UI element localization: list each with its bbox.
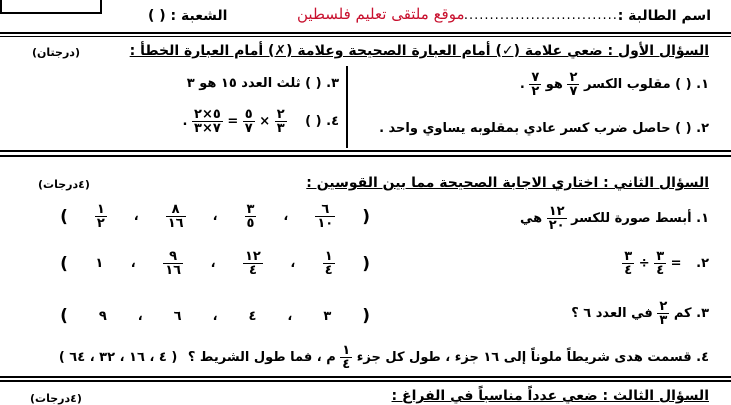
choice[interactable]: ١ (95, 256, 104, 271)
q1-item-1: ١. ( ) مقلوب الكسر $\frac{٢}{٧}$ هو $\frac{٧}{٢}$ . (519, 70, 709, 99)
q3-title: السؤال الثالث : ضعي عدداً مناسباً في الفراغ : (391, 388, 709, 404)
q2-rule (0, 376, 731, 378)
q2-rule-2 (0, 380, 731, 382)
item-text-after: في العدد ٦ ؟ (571, 306, 653, 321)
choice[interactable]: $\frac{٦}{١٠}$ (317, 202, 334, 231)
q2-item-2-choices: ( $\frac{١}{٤}$ ، $\frac{١٢}{٤}$ ، $\frac{٩}{١٦}$ ، ١ ) (60, 249, 370, 278)
q2-title: السؤال الثاني : اختاري الاجابة الصحيحة مما بين القوسين : (306, 175, 709, 191)
choice[interactable]: ٤ (248, 308, 257, 324)
q2-item-4 (59, 344, 709, 371)
student-label: اسم الطالبة : (617, 8, 711, 24)
answer-paren[interactable]: ( ) (305, 114, 322, 129)
item-text-after: هي (519, 211, 543, 226)
q2-item-3-stem (571, 300, 709, 327)
item-number: ٤. (326, 114, 339, 129)
q1-title: السؤال الأول : ضعي علامة (✓) أمام العبارة الصحيحة وعلامة (✗) أمام العبارة الخطأ : (129, 43, 709, 59)
q3-marks: (٤درجات) (30, 392, 82, 405)
q1-item-4: ٤. ( ) $\frac{٥\times ٢}{٧\times ٣}$ = $\frac{٥}{٧}$ × $\frac{٢}{٣}$ . (182, 107, 339, 136)
header-rule (0, 32, 731, 34)
header-rule-2 (0, 36, 731, 37)
student-dots: ............................... (463, 8, 623, 23)
item-number: ١. (696, 211, 709, 226)
item-text: مقلوب الكسر (583, 77, 671, 92)
answer-paren[interactable]: ( ) (305, 76, 322, 91)
item-text-mid: هو (545, 77, 563, 92)
choice[interactable]: $\frac{١٢}{٤}$ (245, 249, 261, 278)
item-text: ثلث العدد ١٥ هو ٣ (186, 76, 301, 91)
fraction: $\frac{٧}{٢}$ (531, 70, 540, 99)
q1-rule-2 (0, 155, 731, 157)
choice[interactable]: ٦ (173, 308, 182, 324)
answer-paren[interactable]: ( ) (675, 121, 692, 136)
item-number: ٤. (696, 350, 709, 365)
fraction: $\frac{٥}{٧}$ (244, 107, 253, 136)
item-number: ٢. (696, 256, 709, 271)
q1-rule (0, 150, 731, 152)
item-text: كم (673, 306, 692, 321)
q2-marks: (٤درجات) (38, 178, 90, 191)
choice[interactable]: $\frac{٩}{١٦}$ (165, 249, 182, 278)
choice[interactable]: $\frac{٣}{٥}$ (246, 202, 255, 231)
fraction: $\frac{٥\times ٢}{٧\times ٣}$ (194, 107, 221, 136)
q2-item-2-stem: ٢. $\frac{٣}{٤}$ ÷ $\frac{٣}{٤}$ = (624, 249, 709, 278)
q1-marks: (درجتان) (32, 46, 80, 59)
section-label: الشعبة : ( ) (148, 8, 228, 24)
answer-paren[interactable]: ( ) (675, 77, 692, 92)
choice[interactable]: $\frac{١}{٢}$ (96, 202, 105, 231)
fraction: $\frac{١٢}{٢٠}$ (548, 204, 565, 233)
q1-item-3 (187, 76, 339, 91)
q1-vertical-divider (346, 66, 348, 148)
item-text: أبسط صورة للكسر (571, 211, 692, 226)
q2-item-1-choices: ( $\frac{٦}{١٠}$ ، $\frac{٣}{٥}$ ، $\frac{٨}{١٦}$ ، $\frac{١}{٢}$ ) (60, 202, 370, 231)
site-name: موقع ملتقى تعليم فلسطين (297, 5, 465, 23)
q2-item-1-stem (520, 205, 709, 232)
fraction: $\frac{٣}{٤}$ (624, 249, 633, 278)
item-number: ٣. (326, 76, 339, 91)
item-text: حاصل ضرب كسر عادي بمقلوبه يساوي واحد . (379, 121, 671, 136)
q1-item-2 (379, 121, 709, 136)
choice[interactable]: ٩ (98, 308, 107, 324)
q2-item-3-choices: ( ٣ ، ٤ ، ٦ ، ٩ ) (60, 306, 370, 326)
fraction: $\frac{٢}{٣}$ (276, 107, 285, 136)
item-number: ٣. (696, 306, 709, 321)
item-text: قسمت هدى شريطاً ملوناً إلى ١٦ جزء ، طول كل جزء (356, 350, 692, 365)
fraction: $\frac{٢}{٣}$ (659, 299, 668, 328)
fraction: $\frac{٣}{٤}$ (656, 249, 665, 278)
top-box (0, 0, 102, 14)
item-number: ١. (696, 77, 709, 92)
item-number: ٢. (696, 121, 709, 136)
choice[interactable]: $\frac{١}{٤}$ (324, 249, 333, 278)
fraction: $\frac{٢}{٧}$ (569, 70, 578, 99)
fraction: $\frac{١}{٤}$ (342, 343, 351, 372)
choice[interactable]: ٣ (323, 308, 332, 324)
choice[interactable]: $\frac{٨}{١٦}$ (167, 202, 184, 231)
item-text-after: م ، فما طول الشريط ؟ (187, 350, 336, 365)
answer-options[interactable]: ( ٤ ، ١٦ ، ٣٢ ، ٦٤ ) (58, 350, 178, 365)
